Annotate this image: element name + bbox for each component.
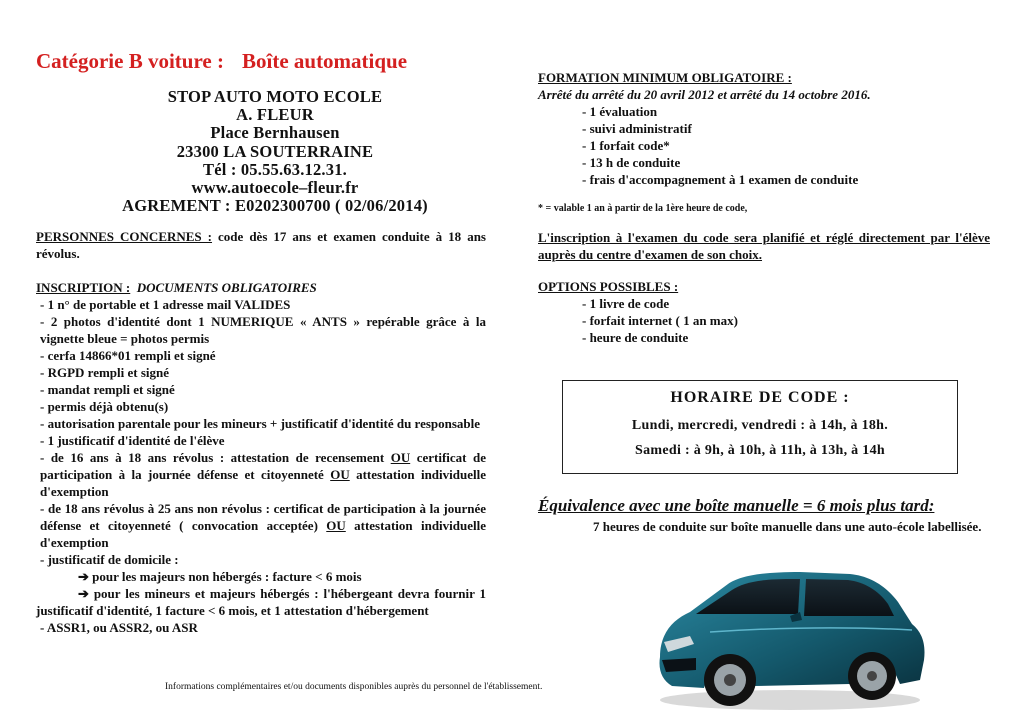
persons-text: code dès 17 ans et examen conduite à 18 ans révolus. <box>36 229 486 261</box>
right-arrow-icon: ➔ <box>78 569 89 584</box>
page-title <box>36 49 407 74</box>
car-image <box>650 562 928 712</box>
footer-note: Informations complémentaires et/ou documents disponibles auprès du personnel de l'établissement. <box>165 682 543 692</box>
schedule-box <box>562 380 958 474</box>
doc-item: - mandat rempli et signé <box>40 382 175 397</box>
doc-subitem-text: pour les majeurs non hébergés : facture < 6 mois <box>92 569 362 584</box>
inscription-label: INSCRIPTION : <box>36 280 131 295</box>
schedule-title: HORAIRE DE CODE : <box>670 389 850 406</box>
doc-item-text: attestation individuelle d'exemption <box>40 467 486 499</box>
doc-item-text: certificat de participation à la journée défense et citoyenneté <box>40 450 486 482</box>
doc-item: - 1 n° de portable et 1 adresse mail VALIDES <box>40 297 291 312</box>
school-city: 23300 LA SOUTERRAINE <box>176 141 374 161</box>
school-header <box>60 88 490 215</box>
doc-item: - permis déjà obtenu(s) <box>40 399 169 414</box>
formation-item: - suivi administratif <box>582 121 692 136</box>
doc-subitem <box>36 568 486 585</box>
formation-decree: Arrêté du arrêté du 20 avril 2012 et arrêté du 14 octobre 2016. <box>538 87 871 102</box>
option-item: - heure de conduite <box>582 330 689 345</box>
doc-item <box>36 500 486 551</box>
persons-section <box>36 228 486 262</box>
equivalence-text: 7 heures de conduite sur boîte manuelle dans une auto-école labellisée. <box>593 519 982 534</box>
doc-item: - 1 justificatif d'identité de l'élève <box>40 433 225 448</box>
schedule-weekdays: Lundi, mercredi, vendredi : à 14h, à 18h. <box>631 418 889 433</box>
inscription-heading <box>36 279 486 296</box>
formation-item: - 13 h de conduite <box>582 155 681 170</box>
doc-subitem <box>36 585 486 619</box>
doc-item: - justificatif de domicile : <box>40 552 179 567</box>
school-website: www.autoecole–fleur.fr <box>191 178 359 198</box>
option-item: - 1 livre de code <box>582 296 670 311</box>
school-agrement: AGREMENT : E0202300700 ( 02/06/2014) <box>122 196 428 216</box>
school-owner: A. FLEUR <box>236 105 314 125</box>
doc-subitem-text: pour les mineurs et majeurs hébergés : l'hébergeant devra fournir 1 justificatif d'identité, 1 facture < 6 mois, et 1 attestation d'hébergement <box>36 586 487 618</box>
category-label: Catégorie B voiture : <box>36 49 224 73</box>
schedule-saturday: Samedi : à 9h, à 10h, à 11h, à 13h, à 14h <box>635 443 885 458</box>
option-item: - forfait internet ( 1 an max) <box>582 313 738 328</box>
doc-item-text: - de 16 ans à 18 ans révolus : attestation de recensement <box>40 450 391 465</box>
inscription-sublabel: DOCUMENTS OBLIGATOIRES <box>136 280 317 295</box>
school-street: Place Bernhausen <box>210 123 340 143</box>
options-label: OPTIONS POSSIBLES : <box>538 279 679 294</box>
or-label: OU <box>330 467 350 482</box>
formation-item: - 1 évaluation <box>582 104 658 119</box>
or-label: OU <box>326 518 346 533</box>
persons-label: PERSONNES CONCERNES : <box>36 229 213 244</box>
doc-item-text: attestation individuelle d'exemption <box>40 518 486 550</box>
doc-item-text: - de 18 ans révolus à 25 ans non révolus : certificat de participation à la journée défense et citoyenneté ( convocation acceptée) <box>40 501 486 533</box>
formation-item: - 1 forfait code* <box>582 138 670 153</box>
school-phone: Tél : 05.55.63.12.31. <box>203 159 347 179</box>
left-column <box>36 228 486 636</box>
doc-item <box>36 449 486 500</box>
right-arrow-icon: ➔ <box>78 586 89 601</box>
gearbox-label: Boîte automatique <box>241 49 408 73</box>
doc-item: - 2 photos d'identité dont 1 NUMERIQUE « ANTS » repérable grâce à la vignette bleue = photos permis <box>40 314 486 346</box>
or-label: OU <box>390 450 411 465</box>
doc-item: - cerfa 14866*01 rempli et signé <box>40 348 216 363</box>
doc-item: - RGPD rempli et signé <box>40 365 170 380</box>
doc-item: - autorisation parentale pour les mineurs + justificatif d'identité du responsable <box>40 416 481 431</box>
equivalence-title: Équivalence avec une boîte manuelle = 6 mois plus tard: <box>538 496 935 515</box>
doc-item: - ASSR1, ou ASSR2, ou ASR <box>40 620 198 635</box>
formation-item: - frais d'accompagnement à 1 examen de conduite <box>582 172 859 187</box>
right-column <box>538 69 990 346</box>
formation-label: FORMATION MINIMUM OBLIGATOIRE : <box>538 70 792 85</box>
formation-footnote: * = valable 1 an à partir de la 1ère heure de code, <box>538 203 748 214</box>
exam-note: L'inscription à l'examen du code sera planifié et réglé directement par l'élève auprès du centre d'examen de son choix. <box>538 230 990 262</box>
school-name: STOP AUTO MOTO ECOLE <box>167 87 383 106</box>
